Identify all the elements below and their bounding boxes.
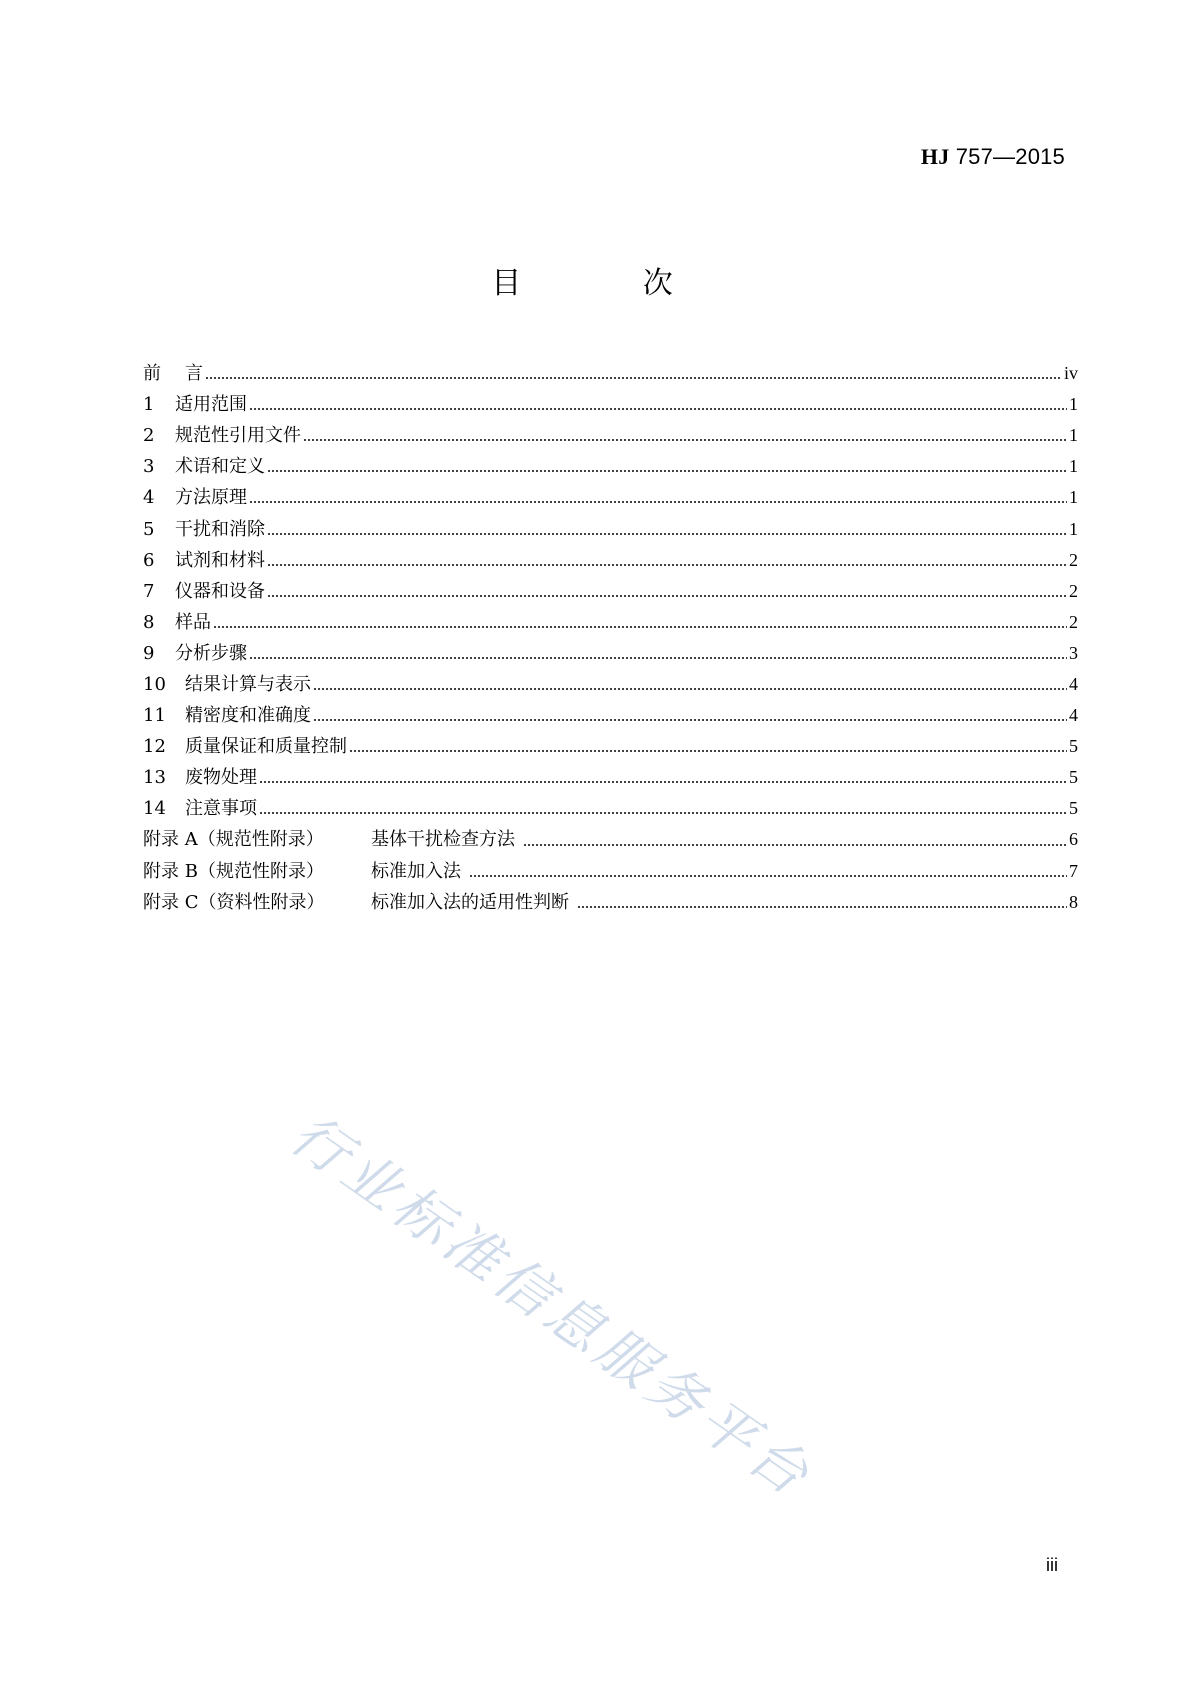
toc-entry[interactable] bbox=[143, 731, 1078, 762]
toc-entry-label: 分析步骤 bbox=[175, 642, 247, 664]
toc-entry-page: 2 bbox=[1069, 611, 1078, 632]
toc-entry-number: 8 bbox=[143, 611, 155, 633]
toc-entry[interactable] bbox=[143, 856, 1078, 887]
toc-entry[interactable] bbox=[143, 638, 1078, 669]
toc-entry-label: 干扰和消除 bbox=[175, 518, 265, 540]
toc-entry-number: 9 bbox=[143, 642, 155, 664]
toc-entry[interactable] bbox=[143, 420, 1078, 451]
toc-title: 目 次 bbox=[491, 266, 729, 301]
toc-entry-label: 注意事项 bbox=[185, 798, 257, 820]
toc-entry[interactable] bbox=[143, 700, 1078, 731]
toc-entry-label: 试剂和材料 bbox=[175, 549, 265, 571]
toc-entry-number: 2 bbox=[143, 425, 155, 447]
toc-entry-label: 方法原理 bbox=[175, 487, 247, 509]
toc-entry-label: 质量保证和质量控制 bbox=[185, 736, 347, 758]
toc-entry-label: 规范性引用文件 bbox=[175, 425, 301, 447]
standard-code-number: 757—2015 bbox=[949, 144, 1065, 169]
toc-entry-number: 附录 B（规范性附录） bbox=[143, 860, 324, 882]
toc-dot-leader bbox=[349, 749, 1067, 753]
toc-entry-label: 标准加入法的适用性判断 bbox=[371, 891, 575, 913]
toc-entry-page: 5 bbox=[1069, 798, 1078, 819]
toc-entry-label: 言 bbox=[185, 363, 203, 385]
toc-entry-page: 5 bbox=[1069, 736, 1078, 757]
toc-entry-number: 13 bbox=[143, 767, 166, 789]
page-number: iii bbox=[1046, 1555, 1058, 1575]
toc-entry-page: 5 bbox=[1069, 767, 1078, 788]
toc-entry-page: 1 bbox=[1069, 487, 1078, 508]
watermark: 行业标准信息服务平台 bbox=[278, 1102, 824, 1511]
toc-entry[interactable] bbox=[143, 389, 1078, 420]
toc-entry-label: 精密度和准确度 bbox=[185, 705, 311, 727]
toc-entry-page: 8 bbox=[1069, 891, 1078, 912]
toc-entry-number: 4 bbox=[143, 487, 155, 509]
toc-dot-leader bbox=[205, 376, 1062, 380]
toc-dot-leader bbox=[213, 625, 1067, 629]
toc-entry-label: 仪器和设备 bbox=[175, 580, 265, 602]
toc-dot-leader bbox=[577, 905, 1067, 909]
toc-dot-leader bbox=[469, 874, 1067, 878]
toc-dot-leader bbox=[259, 780, 1067, 784]
toc-entry[interactable] bbox=[143, 482, 1078, 513]
toc-entry[interactable] bbox=[143, 545, 1078, 576]
toc-entry-label: 废物处理 bbox=[185, 767, 257, 789]
toc-dot-leader bbox=[267, 532, 1067, 536]
toc-entry-number: 6 bbox=[143, 549, 155, 571]
toc-entry-page: 2 bbox=[1069, 580, 1078, 601]
toc-entry[interactable] bbox=[143, 669, 1078, 700]
toc-entry[interactable] bbox=[143, 358, 1078, 389]
toc-entry[interactable] bbox=[143, 762, 1078, 793]
toc-entry-page: 3 bbox=[1069, 642, 1078, 663]
toc-entry-page: 7 bbox=[1069, 860, 1078, 881]
toc-entry-page: 4 bbox=[1069, 673, 1078, 694]
toc-dot-leader bbox=[267, 469, 1067, 473]
toc-entry-page: 1 bbox=[1069, 518, 1078, 539]
standard-code-prefix: HJ bbox=[920, 144, 950, 169]
toc-entry-page: 1 bbox=[1069, 394, 1078, 415]
toc-entry-page: 2 bbox=[1069, 549, 1078, 570]
toc-entry-label: 适用范围 bbox=[175, 394, 247, 416]
toc-entry-number: 附录 C（资料性附录） bbox=[143, 891, 325, 913]
toc-entry-label: 术语和定义 bbox=[175, 456, 265, 478]
toc-entry[interactable] bbox=[143, 576, 1078, 607]
toc-entry-page: 1 bbox=[1069, 456, 1078, 477]
toc-dot-leader bbox=[267, 594, 1067, 598]
toc-entry-page: 1 bbox=[1069, 425, 1078, 446]
standard-code bbox=[921, 144, 1065, 170]
toc-entry-number: 前 bbox=[143, 363, 161, 385]
toc-dot-leader bbox=[523, 843, 1067, 847]
toc-dot-leader bbox=[313, 718, 1067, 722]
toc-dot-leader bbox=[249, 407, 1067, 411]
toc-entry-page: 6 bbox=[1069, 829, 1078, 850]
toc-entry-label: 结果计算与表示 bbox=[185, 673, 311, 695]
toc-entry-label: 样品 bbox=[175, 611, 211, 633]
toc-entry-label: 标准加入法 bbox=[371, 860, 467, 882]
toc-entry-page: 4 bbox=[1069, 705, 1078, 726]
toc-entry-number: 11 bbox=[143, 705, 166, 727]
toc-entry[interactable] bbox=[143, 824, 1078, 855]
toc-entry[interactable] bbox=[143, 451, 1078, 482]
toc-entry[interactable] bbox=[143, 887, 1078, 918]
toc-entry-number: 1 bbox=[143, 394, 155, 416]
toc-dot-leader bbox=[303, 438, 1067, 442]
toc-dot-leader bbox=[267, 563, 1067, 567]
toc-dot-leader bbox=[249, 656, 1067, 660]
toc-dot-leader bbox=[259, 811, 1067, 815]
toc-entry-number: 7 bbox=[143, 580, 155, 602]
toc-entry[interactable] bbox=[143, 793, 1078, 824]
toc-entry-number: 3 bbox=[143, 456, 155, 478]
table-of-contents bbox=[143, 358, 1078, 918]
toc-entry[interactable] bbox=[143, 607, 1078, 638]
toc-entry[interactable] bbox=[143, 513, 1078, 544]
toc-entry-number: 附录 A（规范性附录） bbox=[143, 829, 324, 851]
toc-dot-leader bbox=[313, 687, 1067, 691]
toc-entry-label: 基体干扰检查方法 bbox=[371, 829, 521, 851]
toc-entry-number: 5 bbox=[143, 518, 155, 540]
toc-dot-leader bbox=[249, 500, 1067, 504]
toc-entry-number: 14 bbox=[143, 798, 166, 820]
toc-entry-number: 10 bbox=[143, 673, 166, 695]
toc-entry-page: iv bbox=[1063, 363, 1078, 384]
toc-entry-number: 12 bbox=[143, 736, 166, 758]
